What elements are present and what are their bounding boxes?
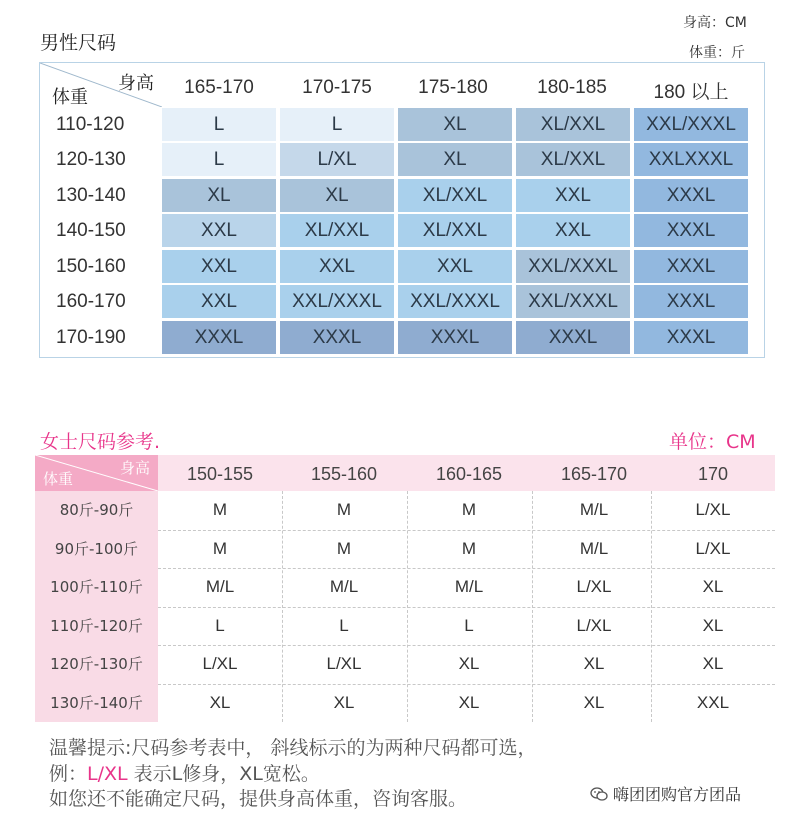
men-size-cell: XXL <box>280 250 395 283</box>
men-size-cell: XL/XXL <box>516 143 631 176</box>
men-size-cell: XXXL <box>634 321 749 354</box>
women-column-header: 160-165 <box>435 464 503 484</box>
men-column-header: 170-175 <box>302 77 372 98</box>
women-column-header: 155-160 <box>310 464 378 484</box>
brand-name: 嗨团团购官方团品 <box>613 785 742 804</box>
men-column-header: 180 以上 <box>653 82 729 103</box>
men-size-cell: XL <box>280 179 395 212</box>
women-column-header: 165-170 <box>560 464 628 484</box>
men-row-header: 170-190 <box>56 327 126 348</box>
men-size-title: 男性尺码 <box>40 32 117 54</box>
wechat-icon <box>590 786 608 802</box>
women-size-table <box>35 455 775 722</box>
men-size-cell: XXXL <box>634 250 749 283</box>
men-size-cell: XL/XXL <box>280 214 395 247</box>
women-table-corner <box>35 455 158 491</box>
tip-example-explanation: 表示L修身，XL宽松。 <box>127 763 320 785</box>
women-size-cell: XL <box>583 692 605 712</box>
men-corner-height-label: 身高 <box>118 73 154 94</box>
men-column-header: 165-170 <box>184 77 254 98</box>
women-size-cell: M <box>336 500 352 519</box>
women-row-header: 130斤-140斤 <box>50 693 143 712</box>
men-size-cell: XXL/XXXL <box>634 108 749 141</box>
women-size-cell: XL <box>333 692 355 712</box>
women-corner-height-label: 身高 <box>119 459 150 477</box>
women-size-cell: L/XL <box>202 654 238 673</box>
women-size-cell: L <box>215 615 225 635</box>
women-size-cell: M <box>212 538 228 558</box>
men-row-header: 160-170 <box>56 291 126 312</box>
women-size-cell: L <box>464 615 474 635</box>
men-size-cell: XXL <box>162 250 277 283</box>
women-size-cell: M <box>212 500 228 519</box>
women-size-cell: L/XL <box>576 615 612 635</box>
men-weight-unit: 体重：斤 <box>689 45 745 61</box>
tip-line-2 <box>49 759 320 786</box>
men-row-header: 140-150 <box>56 220 126 241</box>
women-size-cell: M <box>461 538 477 558</box>
men-row-header: 110-120 <box>56 114 125 135</box>
men-size-cell: L <box>280 108 395 141</box>
women-row-header: 90斤-100斤 <box>54 539 139 558</box>
tip-example-size: L/XL <box>87 763 128 785</box>
women-size-cell: L/XL <box>576 577 612 596</box>
men-size-cell: XXL <box>162 285 277 318</box>
men-row-header: 150-160 <box>56 256 126 277</box>
men-size-cell: XXLXXXL <box>634 143 749 176</box>
women-row-header: 100斤-110斤 <box>50 578 143 596</box>
men-row-header: 130-140 <box>56 185 126 206</box>
men-size-cell: XXXL <box>516 321 631 354</box>
men-size-cell: XXL <box>516 179 631 212</box>
tip-example-prefix: 例： <box>49 763 88 785</box>
women-unit-label: 单位：CM <box>669 431 756 453</box>
men-size-cell: XXXL <box>398 321 513 354</box>
women-size-cell: XL <box>702 615 724 635</box>
women-row-header: 80斤-90斤 <box>59 501 134 519</box>
women-size-cell: M/L <box>454 577 484 596</box>
women-size-cell: M/L <box>205 577 235 596</box>
men-size-cell: XXXL <box>280 321 395 354</box>
women-size-cell: XL <box>583 654 605 673</box>
women-size-cell: XL <box>702 654 724 673</box>
women-size-cell: XL <box>458 692 480 712</box>
men-size-cell: XXL <box>516 214 631 247</box>
women-size-cell: L/XL <box>695 538 731 558</box>
women-size-cell: L/XL <box>695 500 731 519</box>
men-size-cell: XXL/XXXL <box>516 250 631 283</box>
men-size-cell: XXXL <box>634 179 749 212</box>
men-column-header: 180-185 <box>537 77 607 98</box>
men-size-cell: XL <box>398 108 513 141</box>
women-size-title: 女士尺码参考. <box>40 431 161 453</box>
men-size-cell: L/XL <box>280 143 395 176</box>
men-size-cell: XXL/XXXL <box>280 285 395 318</box>
men-size-cell: XXL <box>398 250 513 283</box>
women-size-cell: M <box>461 500 477 519</box>
women-size-cell: XL <box>209 692 231 712</box>
men-size-cell: XXXL <box>162 321 277 354</box>
women-corner-weight-label: 体重 <box>43 470 74 488</box>
men-size-cell: XL/XXL <box>398 179 513 212</box>
women-column-header: 150-155 <box>186 464 254 484</box>
men-size-cell: XL/XXL <box>516 108 631 141</box>
men-size-table <box>39 62 765 358</box>
men-row-header: 120-130 <box>56 149 126 170</box>
women-size-cell: L/XL <box>326 654 362 673</box>
women-row-header: 120斤-130斤 <box>50 655 143 673</box>
men-size-cell: XXL <box>162 214 277 247</box>
women-size-cell: M <box>336 538 352 558</box>
women-column-header: 170 <box>697 464 729 484</box>
men-size-cell: XL <box>398 143 513 176</box>
men-size-cell: L <box>162 108 277 141</box>
women-size-cell: XL <box>458 654 480 673</box>
men-size-cell: XXL/XXXL <box>398 285 513 318</box>
women-size-cell: M/L <box>329 577 359 596</box>
women-size-cell: XL <box>702 577 724 596</box>
women-size-cell: XXL <box>696 692 730 712</box>
women-size-cell: M/L <box>579 538 609 558</box>
women-size-cell: L <box>339 615 349 635</box>
women-row-header: 110斤-120斤 <box>50 616 143 635</box>
men-size-cell: XL/XXL <box>398 214 513 247</box>
men-size-cell: XXXL <box>634 214 749 247</box>
tip-line-1: 温馨提示:尺码参考表中， 斜线标示的为两种尺码都可选， <box>49 737 537 759</box>
men-size-cell: L <box>162 143 277 176</box>
tip-line-3: 如您还不能确定尺码，提供身高体重，咨询客服。 <box>49 788 468 810</box>
men-corner-weight-label: 体重 <box>52 87 88 108</box>
men-column-header: 175-180 <box>418 77 488 98</box>
men-table-corner <box>40 63 162 107</box>
women-size-cell: M/L <box>579 500 609 519</box>
men-size-cell: XXL/XXXL <box>516 285 631 318</box>
men-size-cell: XXXL <box>634 285 749 318</box>
men-height-unit: 身高：CM <box>683 15 747 31</box>
men-size-cell: XL <box>162 179 277 212</box>
